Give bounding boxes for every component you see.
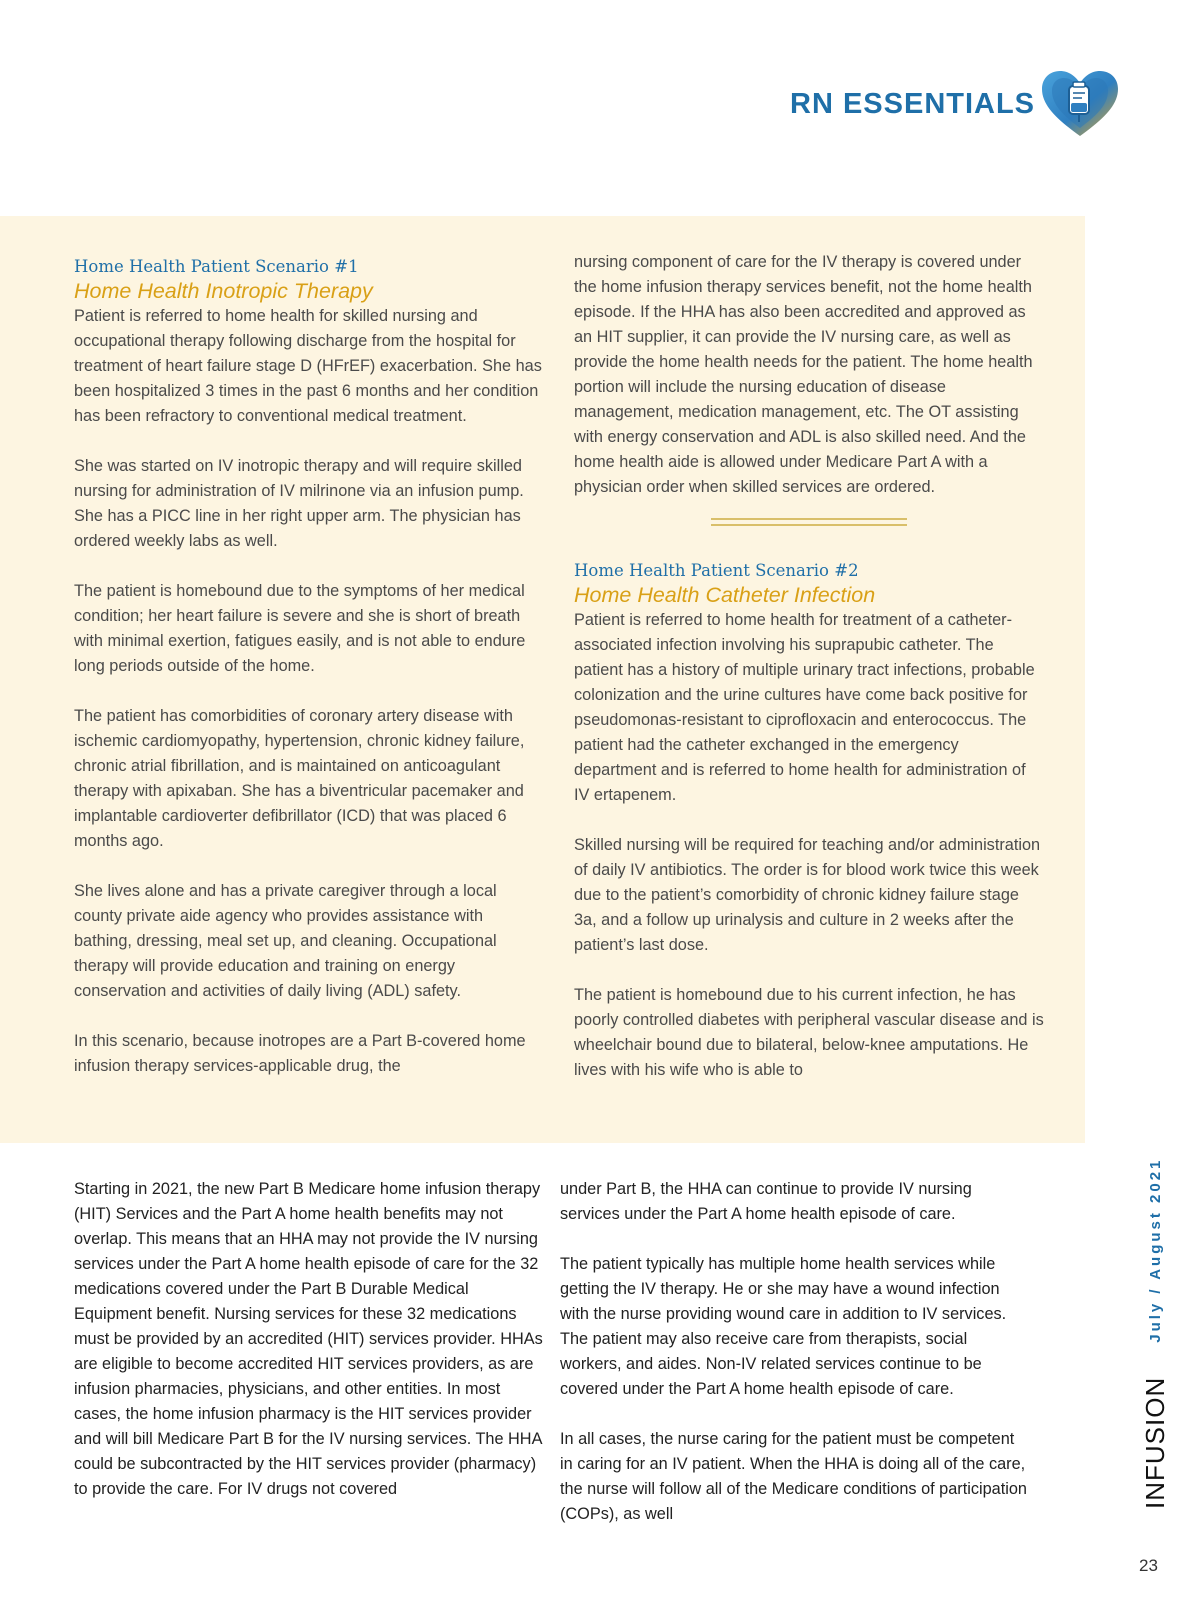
scenario-1-paragraph: The patient is homebound due to the symptoms of her medical condition; her heart failure is severe and she is short of breath with minimal exertion, fatigues easily, and is not able to endure long periods outside of the home. xyxy=(74,582,526,675)
scenario-panel xyxy=(0,216,1085,1143)
body-right-column xyxy=(560,1177,1030,1527)
scenario-2-label: Home Health Patient Scenario #2 xyxy=(574,561,859,580)
scenario-2-paragraph: The patient is homebound due to his current infection, he has poorly controlled diabetes with peripheral vascular disease and is wheelchair bound due to bilateral, below-knee amputations. He lives with his wife who is able to xyxy=(574,986,1044,1079)
scenario-1-paragraph: Patient is referred to home health for skilled nursing and occupational therapy following discharge from the hospital for treatment of heart failure stage D (HFrEF) exacerbation. She has been hospitalized 3 times in the past 6 months and her condition has been refractory to conventional medical treatment. xyxy=(74,307,542,425)
scenario-1-continued-paragraph: nursing component of care for the IV therapy is covered under the home infusion therapy services benefit, not the home health episode. If the HHA has also been accredited and approved as an HIT supplier, it can provide the IV nursing care, as well as provide the home health needs for the patient. The home health portion will include the nursing education of disease management, medication management, etc. The OT assisting with energy conservation and ADL is also skilled need. And the home health aide is allowed under Medicare Part A with a physician order when skilled services are ordered. xyxy=(574,253,1033,496)
body-left-column xyxy=(74,1177,544,1502)
scenario-1-paragraph: The patient has comorbidities of coronary artery disease with ischemic cardiomyopathy, hypertension, chronic kidney failure, chronic atrial fibrillation, and is maintained on anticoagulant therapy with apixaban. She has a biventricular pacemaker and implantable cardioverter defibrillator (ICD) that was placed 6 months ago. xyxy=(74,707,525,850)
scenario-1-label: Home Health Patient Scenario #1 xyxy=(74,257,359,276)
scenario-1-paragraph: She lives alone and has a private caregiver through a local county private aide agency who provides assistance with bathing, dressing, meal set up, and cleaning. Occupational therapy will provide education and training on energy conservation and activities of daily living (ADL) safety. xyxy=(74,882,497,1000)
magazine-sidebar xyxy=(1140,1158,1171,1509)
heart-iv-bag-logo-icon xyxy=(1040,70,1120,138)
scenario-1-column xyxy=(74,256,544,1079)
body-paragraph: under Part B, the HHA can continue to provide IV nursing services under the Part A home health episode of care. xyxy=(560,1180,972,1223)
scenario-2-paragraph: Patient is referred to home health for treatment of a catheter-associated infection involving his suprapubic catheter. The patient has a history of multiple urinary tract infections, probable colonization and the urine cultures have come back positive for pseudomonas-resistant to ciprofloxacin and enterococcus. The patient had the catheter exchanged in the emergency department and is referred to home health for administration of IV ertapenem. xyxy=(574,611,1035,804)
magazine-brand: INFUSION xyxy=(1140,1376,1170,1509)
scenario-2-title: Home Health Catheter Infection xyxy=(574,583,876,607)
scenario-2-column xyxy=(574,250,1044,1083)
scenario-1-title: Home Health Inotropic Therapy xyxy=(74,279,373,303)
issue-date: July / August 2021 xyxy=(1147,1157,1164,1343)
page-number: 23 xyxy=(1139,1556,1158,1575)
scenario-1-paragraph: In this scenario, because inotropes are a Part B-covered home infusion therapy services-applicable drug, the xyxy=(74,1032,526,1075)
section-divider xyxy=(711,518,907,526)
body-paragraph: Starting in 2021, the new Part B Medicare home infusion therapy (HIT) Services and the Part A home health benefits may not overlap. This means that an HHA may not provide the IV nursing services under the Part A home health episode of care for the 32 medications covered under the Part B Durable Medical Equipment benefit. Nursing services for these 32 medications must be provided by an accredited (HIT) services provider. HHAs are eligible to become accredited HIT services providers, as are infusion pharmacies, physicians, and other entities. In most cases, the home infusion pharmacy is the HIT services provider and will bill Medicare Part B for the IV nursing services. The HHA could be subcontracted by the HIT services provider (pharmacy) to provide the care. For IV drugs not covered xyxy=(74,1180,543,1498)
scenario-2-paragraph: Skilled nursing will be required for teaching and/or administration of daily IV antibiotics. The order is for blood work twice this week due to the patient’s comorbidity of chronic kidney failure stage 3a, and a follow up urinalysis and culture in 2 weeks after the patient’s last dose. xyxy=(574,836,1041,954)
body-paragraph: In all cases, the nurse caring for the patient must be competent in caring for an IV patient. When the HHA is doing all of the care, the nurse will follow all of the Medicare conditions of participation (COPs), as well xyxy=(560,1430,1027,1523)
body-paragraph: The patient typically has multiple home health services while getting the IV therapy. He or she may have a wound infection with the nurse providing wound care in addition to IV services. The patient may also receive care from therapists, social workers, and aides. Non-IV related services continue to be covered under the Part A home health episode of care. xyxy=(560,1255,1007,1398)
section-title: RN ESSENTIALS xyxy=(790,88,1036,120)
scenario-1-paragraph: She was started on IV inotropic therapy and will require skilled nursing for administration of IV milrinone via an infusion pump. She has a PICC line in her right upper arm. The physician has ordered weekly labs as well. xyxy=(74,457,524,550)
